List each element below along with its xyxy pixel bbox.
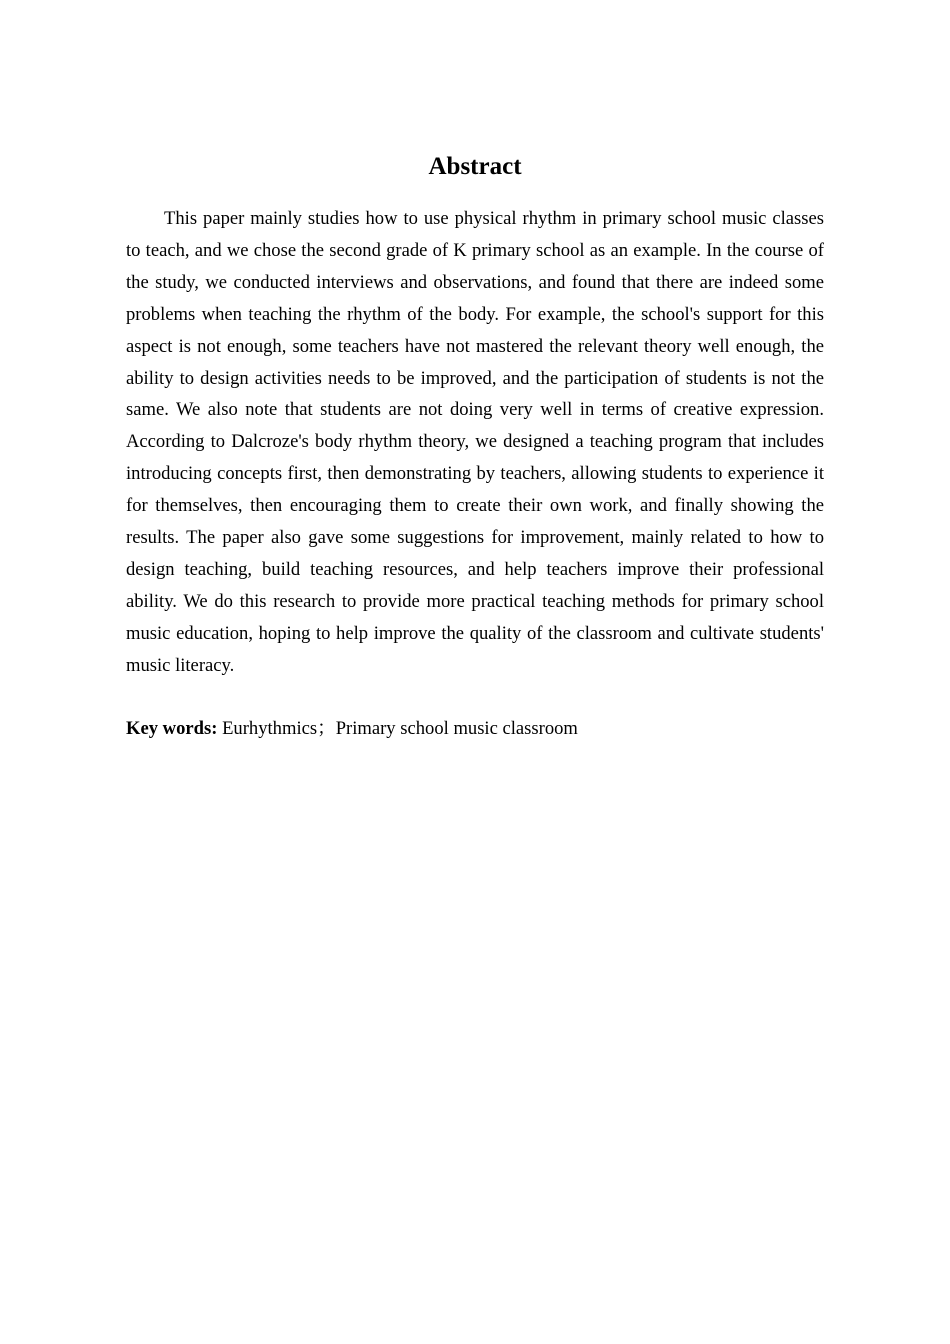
page-title: Abstract <box>428 153 522 180</box>
abstract-paragraph: This paper mainly studies how to use physical rhythm in primary school music classes to teach, and we chose the second grade of K primary school as an example. In the course of the study, we conducted interviews and observations, and found that there are indeed some problems when teaching the rhythm of the body. For example, the school's support for this aspect is not enough, some teachers have not mastered the relevant theory well enough, the ability to design activities needs to be improved, and the participation of students is not the same. We also note that students are not doing very well in terms of creative expression. According to Dalcroze's body rhythm theory, we designed a teaching program that includes introducing concepts first, then demonstrating by teachers, allowing students to experience it for themselves, then encouraging them to create their own work, and finally showing the results. The paper also gave some suggestions for improvement, mainly related to how to design teaching, build teaching resources, and help teachers improve their professional ability. We do this research to provide more practical teaching methods for primary school music education, hoping to help improve the quality of the classroom and cultivate students' music literacy. <box>126 208 824 676</box>
keywords-value: Eurhythmics；Primary school music classroom <box>222 718 578 739</box>
keywords-line <box>126 713 824 745</box>
keywords-label: Key words: <box>126 718 218 739</box>
